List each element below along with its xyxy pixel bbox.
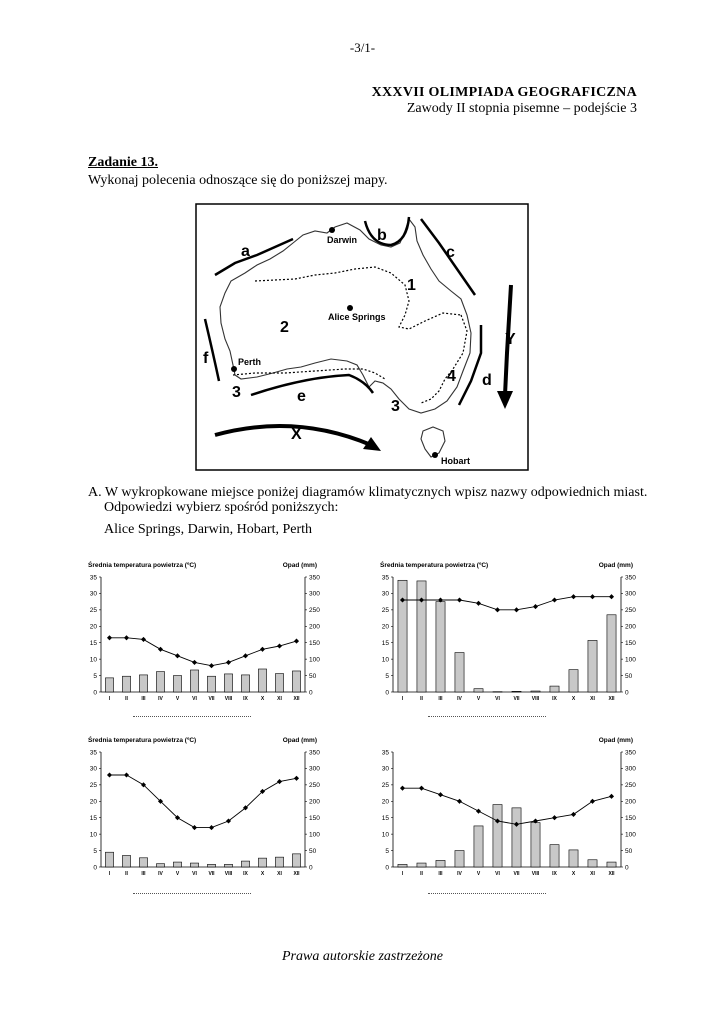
task-intro: Wykonaj polecenia odnoszące się do poniższej mapy.	[88, 173, 388, 188]
month-label-I: I	[108, 696, 111, 702]
temp-point-V	[476, 601, 481, 606]
city-hobart: Hobart	[441, 456, 470, 466]
temp-tick-label: 0	[385, 689, 389, 697]
month-label-IX: IX	[243, 871, 248, 877]
temp-point-II	[124, 772, 129, 777]
temp-tick-label: 5	[93, 672, 97, 680]
precip-tick-label: 50	[309, 847, 317, 855]
month-label-VII: VII	[513, 696, 520, 702]
part-a-instruction-2: Odpowiedzi wybierz spośród poniższych:	[104, 500, 339, 515]
temp-point-XII	[294, 776, 299, 781]
month-label-VII: VII	[208, 871, 215, 877]
temp-point-X	[260, 647, 265, 652]
precip-tick-label: 350	[625, 574, 636, 582]
answer-blank-3[interactable]	[133, 893, 251, 894]
label-region-1: 1	[407, 277, 416, 294]
temp-point-VI	[192, 825, 197, 830]
precip-tick-label: 100	[625, 831, 636, 839]
precip-bar-IX	[550, 686, 559, 692]
month-label-V: V	[476, 871, 481, 877]
temp-tick-label: 20	[89, 623, 97, 631]
precip-tick-label: 250	[625, 607, 636, 615]
month-label-XI: XI	[590, 696, 595, 702]
month-label-III: III	[438, 871, 443, 877]
label-c: c	[446, 244, 455, 261]
temp-tick-label: 30	[381, 765, 389, 773]
month-label-X: X	[571, 871, 576, 877]
answer-blank-1[interactable]	[133, 716, 251, 717]
temp-tick-label: 5	[385, 672, 389, 680]
label-region-3-west: 3	[232, 384, 241, 401]
precip-bar-IV	[455, 851, 464, 867]
temp-point-II	[419, 786, 424, 791]
month-label-III: III	[141, 696, 146, 702]
precip-bar-X	[569, 850, 578, 867]
australia-map	[195, 203, 529, 471]
precip-tick-label: 300	[625, 765, 636, 773]
month-label-II: II	[125, 871, 128, 877]
precip-bar-I	[398, 864, 407, 867]
temp-point-I	[107, 772, 112, 777]
month-label-X: X	[571, 696, 576, 702]
answer-blank-4[interactable]	[428, 893, 546, 894]
month-label-I: I	[401, 871, 404, 877]
temp-point-X	[571, 594, 576, 599]
precip-tick-label: 100	[309, 656, 320, 664]
temp-point-VII	[514, 607, 519, 612]
month-label-IV: IV	[158, 696, 163, 702]
month-label-VIII: VIII	[531, 696, 540, 702]
precip-bar-VI	[190, 863, 198, 867]
month-label-I: I	[108, 871, 111, 877]
precip-bar-VIII	[531, 823, 540, 867]
temp-tick-label: 0	[93, 864, 97, 872]
month-label-II: II	[420, 696, 423, 702]
temp-tick-label: 0	[93, 689, 97, 697]
precip-tick-label: 150	[625, 815, 636, 823]
temp-point-IX	[552, 815, 557, 820]
precip-bar-X	[258, 858, 266, 867]
precip-bar-X	[569, 670, 578, 692]
temperature-line	[110, 638, 297, 666]
precip-tick-label: 50	[309, 672, 317, 680]
precip-tick-label: 0	[625, 689, 629, 697]
month-label-VII: VII	[513, 871, 520, 877]
temperature-line	[403, 788, 612, 824]
precip-bar-V	[474, 689, 483, 692]
temp-point-IV	[457, 597, 462, 602]
precip-tick-label: 300	[309, 590, 320, 598]
precip-bar-VII	[207, 864, 215, 867]
precip-tick-label: 350	[309, 749, 320, 757]
climate-chart-4	[375, 733, 645, 883]
precip-bar-II	[122, 676, 130, 692]
temp-point-V	[476, 809, 481, 814]
temp-tick-label: 20	[381, 798, 389, 806]
precip-bar-XII	[607, 615, 616, 692]
temp-point-XI	[277, 779, 282, 784]
precip-bar-VII	[207, 676, 215, 692]
month-label-V: V	[175, 696, 180, 702]
precip-bar-III	[436, 860, 445, 867]
month-label-VI: VI	[495, 696, 500, 702]
precip-tick-label: 150	[309, 815, 320, 823]
climate-chart-3	[85, 733, 327, 883]
month-label-VIII: VIII	[224, 871, 233, 877]
temp-point-IV	[457, 799, 462, 804]
temp-tick-label: 5	[93, 847, 97, 855]
precip-tick-label: 200	[309, 798, 320, 806]
month-label-XII: XII	[293, 871, 300, 877]
month-label-XII: XII	[608, 696, 615, 702]
precip-bar-XII	[292, 671, 300, 692]
precip-tick-label: 0	[625, 864, 629, 872]
right-axis-label: Opad (mm)	[598, 737, 633, 744]
temp-point-X	[571, 812, 576, 817]
month-label-V: V	[476, 696, 481, 702]
month-label-IV: IV	[457, 871, 462, 877]
temp-point-XII	[609, 594, 614, 599]
precip-bar-III	[436, 602, 445, 692]
temp-point-XI	[590, 799, 595, 804]
month-label-VII: VII	[208, 696, 215, 702]
precip-bar-I	[105, 678, 113, 692]
temp-point-III	[141, 637, 146, 642]
label-d: d	[482, 372, 492, 389]
month-label-VI: VI	[192, 871, 197, 877]
temp-tick-label: 25	[89, 782, 97, 790]
temp-point-XI	[590, 594, 595, 599]
month-label-XII: XII	[293, 696, 300, 702]
month-label-VI: VI	[192, 696, 197, 702]
precip-bar-VI	[493, 692, 502, 693]
temp-tick-label: 10	[381, 656, 389, 664]
left-axis-label: Średnia temperatura powietrza (ºC)	[380, 562, 489, 569]
temp-point-IX	[243, 653, 248, 658]
climate-chart-2	[375, 558, 645, 708]
precip-bar-VII	[512, 808, 521, 867]
label-current-x: X	[291, 426, 302, 443]
right-axis-label: Opad (mm)	[598, 562, 633, 569]
temp-point-VI	[495, 607, 500, 612]
month-label-III: III	[438, 696, 443, 702]
precip-bar-VIII	[224, 864, 232, 867]
precip-bar-IV	[455, 653, 464, 692]
precip-bar-V	[173, 676, 181, 692]
month-label-IX: IX	[243, 696, 248, 702]
copyright-footer: Prawa autorskie zastrzeżone	[282, 949, 443, 964]
temp-point-VIII	[533, 604, 538, 609]
left-axis-label: Średnia temperatura powietrza (ºC)	[88, 562, 197, 569]
precip-bar-IV	[156, 672, 164, 692]
olympiad-title: XXXVII OLIMPIADA GEOGRAFICZNA	[371, 85, 637, 100]
city-options: Alice Springs, Darwin, Hobart, Perth	[104, 522, 313, 537]
precip-bar-XI	[588, 640, 597, 692]
label-region-3-east: 3	[391, 398, 400, 415]
label-b: b	[377, 227, 387, 244]
precip-tick-label: 200	[309, 623, 320, 631]
precip-bar-III	[139, 858, 147, 867]
temp-tick-label: 15	[381, 640, 389, 648]
temp-tick-label: 20	[89, 798, 97, 806]
temp-point-III	[438, 792, 443, 797]
precip-bar-XII	[292, 854, 300, 867]
month-label-IV: IV	[158, 871, 163, 877]
month-label-V: V	[175, 871, 180, 877]
temp-point-VII	[209, 825, 214, 830]
precip-bar-V	[474, 826, 483, 867]
temp-point-VIII	[226, 660, 231, 665]
temp-tick-label: 35	[89, 574, 97, 582]
precip-bar-IX	[550, 845, 559, 867]
temp-tick-label: 10	[89, 656, 97, 664]
precip-tick-label: 0	[309, 689, 313, 697]
month-label-I: I	[401, 696, 404, 702]
precip-bar-IV	[156, 864, 164, 867]
temp-tick-label: 10	[381, 831, 389, 839]
temp-point-VI	[192, 660, 197, 665]
month-label-VI: VI	[495, 871, 500, 877]
precip-tick-label: 150	[309, 640, 320, 648]
temp-tick-label: 15	[89, 640, 97, 648]
precip-bar-I	[105, 852, 113, 867]
temperature-line	[110, 775, 297, 828]
label-current-y: Y	[505, 331, 516, 348]
temp-tick-label: 10	[89, 831, 97, 839]
precip-tick-label: 300	[625, 590, 636, 598]
left-axis-label: Średnia temperatura powietrza (ºC)	[88, 737, 197, 744]
precip-bar-XI	[275, 857, 283, 867]
month-label-VIII: VIII	[224, 696, 233, 702]
month-label-II: II	[420, 871, 423, 877]
temp-tick-label: 25	[381, 782, 389, 790]
temp-tick-label: 25	[89, 607, 97, 615]
right-axis-label: Opad (mm)	[282, 562, 317, 569]
month-label-X: X	[260, 696, 265, 702]
precip-tick-label: 200	[625, 798, 636, 806]
temp-tick-label: 15	[89, 815, 97, 823]
precip-tick-label: 250	[309, 782, 320, 790]
precip-bar-II	[417, 863, 426, 867]
temp-point-II	[124, 635, 129, 640]
temp-point-I	[400, 786, 405, 791]
precip-tick-label: 350	[625, 749, 636, 757]
part-a-instruction: A. W wykropkowane miejsce poniżej diagramów klimatycznych wpisz nazwy odpowiednich miast.	[88, 485, 648, 500]
label-a: a	[241, 243, 250, 260]
temp-point-IX	[552, 597, 557, 602]
city-perth: Perth	[238, 357, 262, 367]
precip-bar-III	[139, 675, 147, 692]
temp-tick-label: 35	[89, 749, 97, 757]
precip-bar-VIII	[224, 674, 232, 692]
climate-chart-1	[85, 558, 327, 708]
temp-tick-label: 30	[89, 765, 97, 773]
temp-point-I	[107, 635, 112, 640]
label-f: f	[203, 350, 209, 367]
precip-tick-label: 50	[625, 847, 633, 855]
precip-tick-label: 350	[309, 574, 320, 582]
temp-tick-label: 20	[381, 623, 389, 631]
temp-tick-label: 25	[381, 607, 389, 615]
precip-bar-IX	[241, 861, 249, 867]
temp-point-XII	[294, 639, 299, 644]
temp-point-XI	[277, 643, 282, 648]
task-title: Zadanie 13.	[88, 155, 159, 170]
precip-tick-label: 0	[309, 864, 313, 872]
month-label-XI: XI	[590, 871, 595, 877]
precip-bar-X	[258, 669, 266, 692]
month-label-X: X	[260, 871, 265, 877]
temp-point-VII	[209, 663, 214, 668]
city-alice-springs: Alice Springs	[328, 312, 386, 322]
precip-tick-label: 300	[309, 765, 320, 773]
temp-tick-label: 30	[381, 590, 389, 598]
label-region-4: 4	[447, 368, 456, 385]
temp-tick-label: 35	[381, 749, 389, 757]
precip-bar-V	[173, 862, 181, 867]
precip-bar-XI	[588, 860, 597, 867]
month-label-IX: IX	[552, 871, 557, 877]
precip-bar-IX	[241, 675, 249, 692]
precip-bar-XI	[275, 674, 283, 692]
precip-tick-label: 100	[625, 656, 636, 664]
answer-blank-2[interactable]	[428, 716, 546, 717]
label-region-2: 2	[280, 319, 289, 336]
temp-tick-label: 35	[381, 574, 389, 582]
precip-tick-label: 50	[625, 672, 633, 680]
temp-tick-label: 5	[385, 847, 389, 855]
city-darwin: Darwin	[327, 235, 358, 245]
precip-bar-I	[398, 580, 407, 692]
precip-bar-VII	[512, 691, 521, 692]
precip-bar-II	[122, 856, 130, 868]
page-number: -3/1-	[349, 40, 376, 55]
temp-tick-label: 0	[385, 864, 389, 872]
precip-bar-VI	[190, 670, 198, 692]
precip-tick-label: 100	[309, 831, 320, 839]
label-e: e	[297, 388, 306, 405]
month-label-XI: XI	[277, 696, 282, 702]
month-label-II: II	[125, 696, 128, 702]
right-axis-label: Opad (mm)	[282, 737, 317, 744]
month-label-IX: IX	[552, 696, 557, 702]
temp-point-V	[175, 653, 180, 658]
precip-bar-VIII	[531, 691, 540, 692]
temp-tick-label: 30	[89, 590, 97, 598]
month-label-XII: XII	[608, 871, 615, 877]
olympiad-subtitle: Zawody II stopnia pisemne – podejście 3	[406, 101, 637, 116]
month-label-IV: IV	[457, 696, 462, 702]
month-label-VIII: VIII	[531, 871, 540, 877]
precip-tick-label: 150	[625, 640, 636, 648]
precip-tick-label: 200	[625, 623, 636, 631]
temperature-line	[403, 597, 612, 610]
month-label-III: III	[141, 871, 146, 877]
temp-tick-label: 15	[381, 815, 389, 823]
precip-tick-label: 250	[625, 782, 636, 790]
precip-bar-XII	[607, 862, 616, 867]
temp-point-XII	[609, 794, 614, 799]
month-label-XI: XI	[277, 871, 282, 877]
temp-point-IV	[158, 647, 163, 652]
precip-tick-label: 250	[309, 607, 320, 615]
precip-bar-VI	[493, 805, 502, 867]
